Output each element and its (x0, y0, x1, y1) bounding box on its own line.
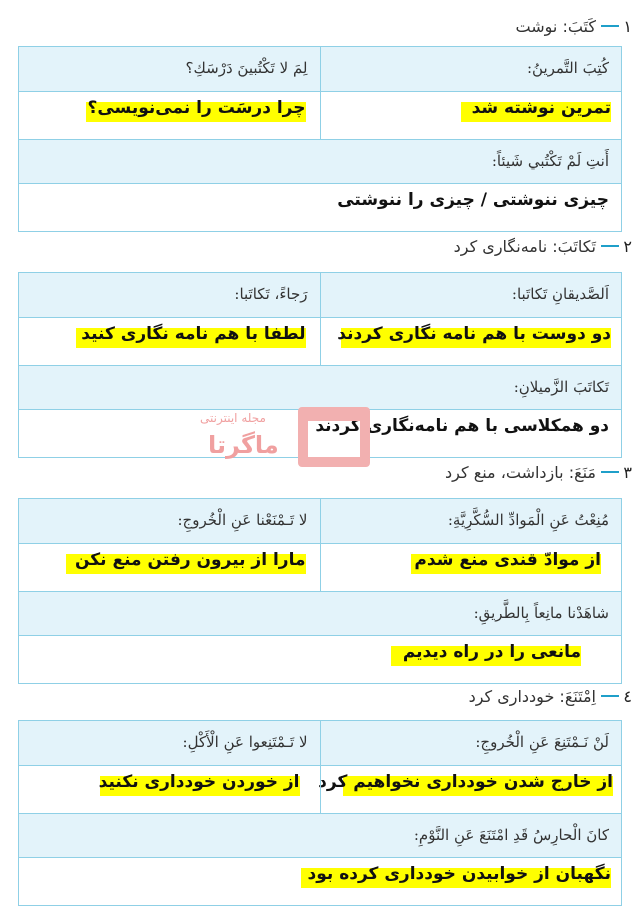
prompt-cell: لا تَـمْنَعْنا عَنِ الْخُروجِ: (19, 499, 321, 543)
answer-text: تمرین نوشته شد (471, 98, 611, 118)
answer-cell (321, 544, 622, 591)
prompt-cell: اَلصَّديقانِ تَكاتَبا: (511, 285, 609, 303)
section-word: كَتَبَ: نوشت (515, 16, 596, 36)
prompt-cell: أَنتِ لَمْ تَكْتُبي شَيئاً: (491, 152, 609, 170)
answer-text: مانعی را در راه دیدیم (402, 642, 581, 662)
answer-text: مارا از بیرون رفتن منع نکن (74, 550, 306, 570)
answer-text: از خوردن خودداری نکنید (98, 772, 300, 792)
answer-text: چیزی ننوشتی / چیزی را ننوشتی (337, 190, 609, 210)
answer-cell (19, 318, 321, 365)
answer-row (19, 765, 621, 813)
answer-text: از موادّ قندی منع شدم (414, 550, 601, 570)
section-number: ٤ (601, 687, 632, 706)
answer-cell (19, 858, 621, 905)
section-1-heading (0, 6, 640, 46)
watermark-logo (200, 405, 370, 485)
prompt-cell: تَكاتَبَ الزَّميلانِ: (513, 378, 609, 396)
answer-cell (19, 544, 321, 591)
answer-cell (318, 766, 622, 813)
section-word: مَنَعَ: بازداشت، منع کرد (445, 462, 596, 482)
answer-cell (19, 184, 621, 231)
answer-text: دو دوست با هم نامه نگاری کردند (337, 324, 611, 344)
answer-text: لطفا با هم نامه نگاری کنید (81, 324, 306, 344)
answer-row (19, 857, 621, 905)
section-3-table (18, 498, 622, 684)
answer-row (19, 91, 621, 139)
answer-text: دو همکلاسی با هم نامه‌نگاری کردند (315, 416, 609, 436)
prompt-cell: لِمَ لا تَكْتُبينَ دَرْسَكِ؟ (19, 47, 321, 91)
prompt-row (19, 139, 621, 183)
section-word: تَكاتَبَ: نامه‌نگاری کرد (453, 236, 596, 256)
prompt-row (19, 499, 621, 543)
answer-row (19, 183, 621, 231)
answer-cell (321, 318, 622, 365)
prompt-row (19, 365, 621, 409)
answer-text: چرا درسَت را نمی‌نویسی؟ (87, 98, 306, 118)
answer-cell (321, 92, 622, 139)
prompt-cell: كانَ الْحارِسُ قَدِ امْتَنَعَ عَنِ النَّوْمِ: (413, 826, 609, 844)
section-number: ٢ (601, 237, 632, 256)
answer-text: از خارج شدن خودداری نخواهیم کرد (318, 772, 613, 792)
prompt-cell: شاهَدْنا مانِعاً بِالطَّريقِ: (473, 604, 609, 622)
prompt-row (19, 47, 621, 91)
prompt-cell: رَجاءً، تَكاتَبا: (19, 273, 321, 317)
watermark-line2: ماگرتا (208, 431, 279, 459)
answer-row (19, 317, 621, 365)
prompt-row (19, 273, 621, 317)
answer-row (19, 543, 621, 591)
prompt-cell: لا تَـمْتَنِعوا عَنِ الْأَكْلِ: (19, 721, 321, 765)
answer-text: نگهبان از خوابیدن خودداری کرده بود (307, 864, 611, 884)
prompt-row (19, 721, 621, 765)
section-2-heading (0, 226, 640, 266)
section-word: اِمْتَنَعَ: خودداری کرد (468, 686, 596, 706)
watermark-line1: مجله اینترنتی (200, 411, 266, 425)
section-1-table (18, 46, 622, 232)
prompt-row (19, 813, 621, 857)
prompt-row (19, 591, 621, 635)
section-number: ٣ (601, 463, 632, 482)
answer-cell (19, 766, 321, 813)
prompt-cell: كُتِبَ التَّمرينُ: (526, 59, 609, 77)
section-number: ١ (601, 17, 632, 36)
prompt-cell: مُنِعْتُ عَنِ الْمَوادِّ السُّكَّرِيَّةِ: (447, 511, 609, 529)
book-icon (298, 407, 370, 467)
section-4-heading (0, 676, 640, 716)
prompt-cell: لَنْ نَـمْتَنِعَ عَنِ الْخُروجِ: (475, 733, 609, 751)
answer-cell (19, 92, 321, 139)
section-4-table (18, 720, 622, 906)
